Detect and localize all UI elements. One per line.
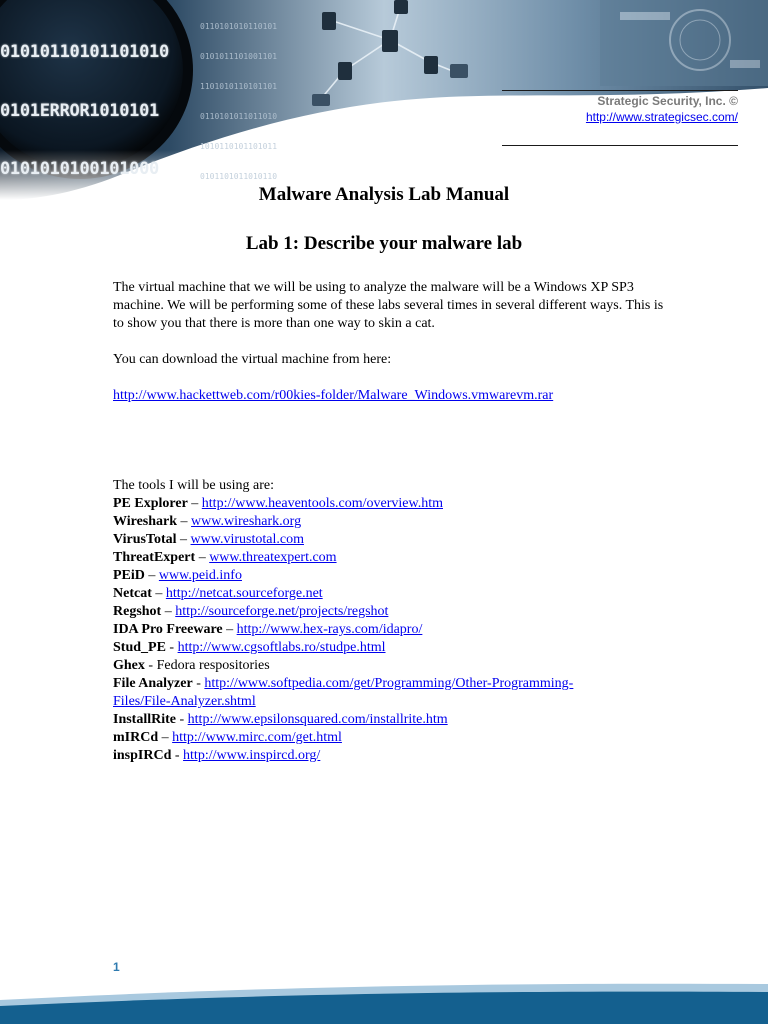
company-block — [502, 90, 738, 146]
tool-name: Netcat — [113, 586, 152, 601]
document-title: Malware Analysis Lab Manual — [258, 184, 510, 205]
tool-name: mIRCd — [113, 730, 159, 745]
tool-item-installrite: InstallRite - http://www.epsilonsquared.com/installrite.htm — [113, 712, 448, 727]
lab-title: Lab 1: Describe your malware lab — [245, 233, 523, 254]
tool-item-threatexpert: ThreatExpert – www.threatexpert.com — [113, 550, 337, 565]
tools-list — [113, 495, 673, 765]
tool-link[interactable]: www.peid.info — [158, 568, 242, 583]
tool-name: PE Explorer — [113, 496, 188, 511]
tool-item-mircd: mIRCd – http://www.mirc.com/get.html — [113, 730, 342, 745]
tool-name: Ghex — [113, 658, 145, 673]
tool-item-ghex: Ghex - Fedora respositories — [113, 658, 270, 673]
tool-name: VirusTotal — [113, 532, 177, 547]
document-body — [113, 279, 673, 765]
tool-name: Regshot — [113, 604, 162, 619]
tools-intro: The tools I will be using are: — [113, 478, 274, 493]
money-graphic — [600, 0, 768, 86]
tool-item-ida-pro: IDA Pro Freeware – http://www.hex-rays.com/idapro/ — [113, 622, 423, 637]
tool-link[interactable]: www.threatexpert.com — [209, 550, 337, 565]
tool-item-wireshark: Wireshark – www.wireshark.org — [113, 514, 302, 529]
tool-item-stud-pe: Stud_PE - http://www.cgsoftlabs.ro/studpe.html — [113, 640, 386, 655]
tool-link[interactable]: www.virustotal.com — [190, 532, 304, 547]
tool-link[interactable]: www.wireshark.org — [191, 514, 302, 529]
tool-link[interactable]: http://www.inspircd.org/ — [183, 748, 321, 763]
tool-item-file-analyzer-cont — [113, 693, 673, 711]
tool-item-pe-explorer: PE Explorer – http://www.heaventools.com/overview.htm — [113, 496, 443, 511]
tool-name: Wireshark — [113, 514, 178, 529]
tool-link[interactable]: http://www.cgsoftlabs.ro/studpe.html — [177, 640, 386, 655]
tool-link[interactable]: http://www.hex-rays.com/idapro/ — [236, 622, 423, 637]
banner-binary-text: 01010110101101010 0101ERROR1010101 0101010100101000 — [0, 42, 169, 179]
tool-name: File Analyzer — [113, 676, 193, 691]
company-name: Strategic Security, Inc. © — [597, 94, 738, 108]
company-url-link[interactable]: http://www.strategicsec.com/ — [585, 110, 738, 124]
tool-name: inspIRCd — [113, 748, 172, 763]
tool-link-continued[interactable]: Files/File-Analyzer.shtml — [113, 694, 256, 709]
footer-wave — [0, 976, 768, 1024]
intro-paragraph: The virtual machine that we will be using to analyze the malware will be a Windows XP SP3 machine. We will be performing some of these labs several times in several different ways. This is to show you that there is more than one way to skin a cat. — [113, 280, 664, 331]
tool-item-netcat: Netcat – http://netcat.sourceforge.net — [113, 586, 323, 601]
tool-name: IDA Pro Freeware — [113, 622, 223, 637]
download-text: You can download the virtual machine from here: — [113, 352, 392, 367]
page-number: 1 — [113, 960, 120, 974]
tool-link[interactable]: http://netcat.sourceforge.net — [165, 586, 323, 601]
tool-link[interactable]: http://www.softpedia.com/get/Programming/Other-Programming- — [204, 676, 574, 691]
tool-name: Stud_PE — [113, 640, 166, 655]
tool-link[interactable]: http://www.mirc.com/get.html — [172, 730, 342, 745]
banner-binary-small-text: 0110101010110101 0101011101001101 1101010110101101 0110101011011010 1010110101101011 0101101011010110 — [200, 22, 278, 181]
tool-item-file-analyzer: File Analyzer - http://www.softpedia.com/get/Programming/Other-Programming- — [113, 676, 574, 691]
download-link[interactable]: http://www.hackettweb.com/r00kies-folder/Malware_Windows.vmwarevm.rar — [113, 388, 554, 403]
tool-name: PEiD — [113, 568, 145, 583]
tool-item-peid: PEiD – www.peid.info — [113, 568, 242, 583]
tool-name: InstallRite — [113, 712, 176, 727]
tool-item-inspircd: inspIRCd - http://www.inspircd.org/ — [113, 748, 321, 763]
tool-source-text: Fedora respositories — [156, 658, 270, 673]
tool-item-virustotal: VirusTotal – www.virustotal.com — [113, 532, 304, 547]
tool-item-regshot: Regshot – http://sourceforge.net/projects/regshot — [113, 604, 389, 619]
tool-link[interactable]: http://sourceforge.net/projects/regshot — [175, 604, 389, 619]
tool-name: ThreatExpert — [113, 550, 196, 565]
tool-link[interactable]: http://www.epsilonsquared.com/installrite.htm — [187, 712, 448, 727]
tool-link[interactable]: http://www.heaventools.com/overview.htm — [201, 496, 443, 511]
